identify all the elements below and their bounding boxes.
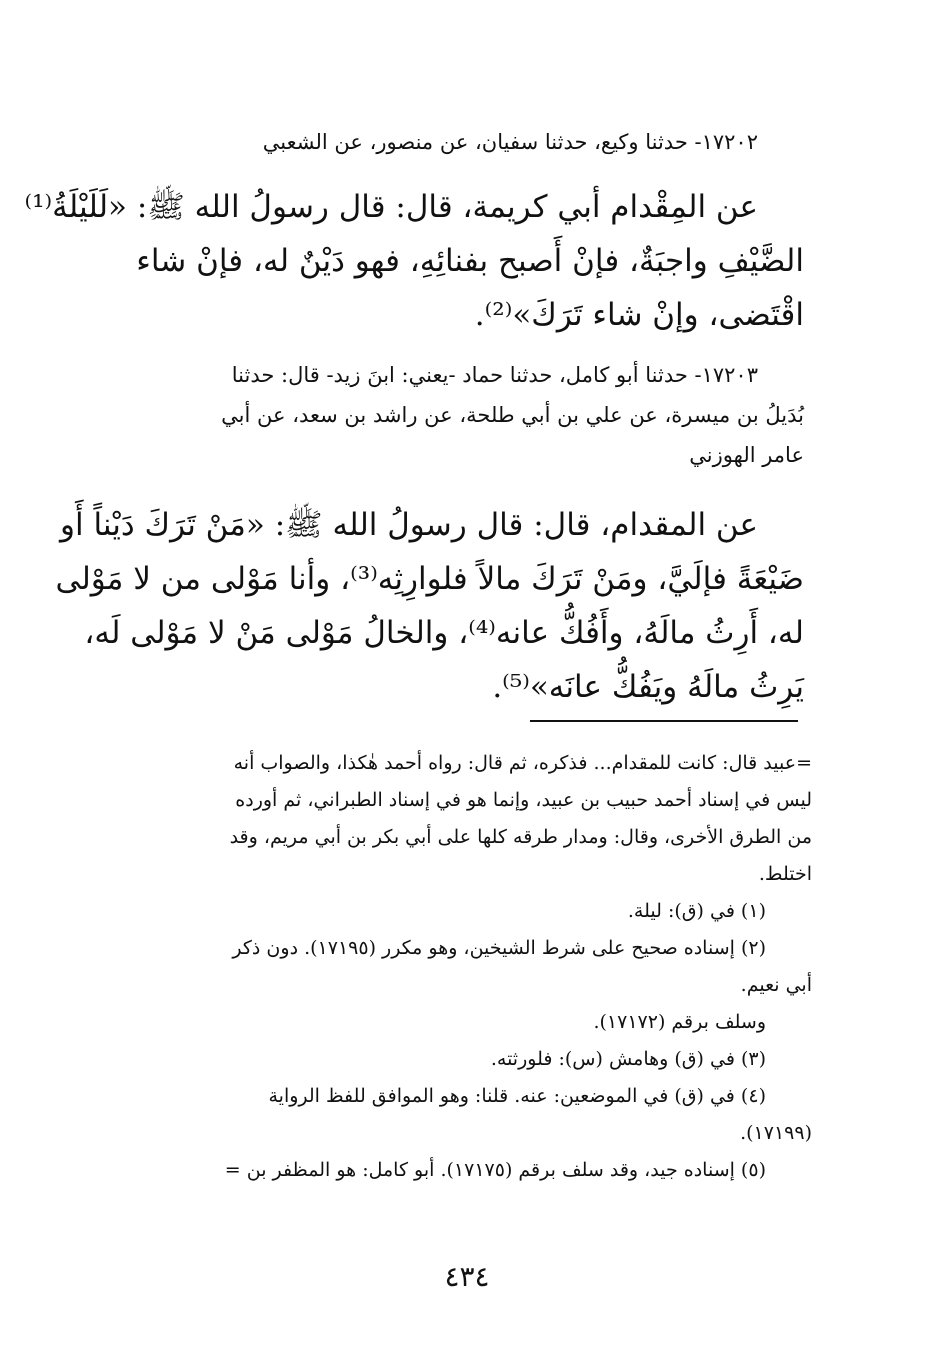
- chain-line: عامر الهوزني: [689, 443, 804, 467]
- hadith-line: اقْتَضى، وإنْ شاء تَرَكَ»⁽²⁾.: [474, 297, 804, 333]
- chain-line: بُدَيلُ بن ميسرة، عن علي بن أبي طلحة، عن راشد بن سعد، عن أبي: [221, 403, 804, 427]
- footnote-line: (٢) إسناده صحيح على شرط الشيخين، وهو مكرر (١٧١٩٥). دون ذكر: [232, 937, 766, 959]
- footnote-line: (٤) في (ق) في الموضعين: عنه. قلنا: وهو الموافق للفظ الرواية: [268, 1085, 766, 1107]
- footnotes: [110, 745, 812, 1189]
- footnote-separator: [530, 720, 798, 722]
- hadith-17202-text: [24, 180, 804, 342]
- hadith-line: يَرِثُ مالَهُ ويَفُكُّ عانَه»⁽⁵⁾.: [492, 669, 804, 705]
- hadith-17203-chain: [96, 355, 804, 475]
- footnote-line: اختلط.: [758, 863, 812, 885]
- hadith-17202-chain: [96, 122, 804, 162]
- hadith-line: عن المِقْدام أبي كريمة، قال: قال رسولُ الله ﷺ: «لَلَيْلَةُ⁽¹⁾: [24, 189, 758, 225]
- footnote-line: من الطرق الأخرى، وقال: ومدار طرقه كلها على أبي بكر بن أبي مريم، وقد: [229, 826, 812, 848]
- hadith-17203-text: [55, 498, 804, 714]
- chain-line: ١٧٢٠٢- حدثنا وكيع، حدثنا سفيان، عن منصور، عن الشعبي: [262, 130, 758, 154]
- page-number: ٤٣٤: [444, 1260, 490, 1293]
- footnote-line: أبي نعيم.: [740, 974, 812, 996]
- hadith-line: ضَيْعَةً فإلَيَّ، ومَنْ تَرَكَ مالاً فلوارِثِه⁽³⁾، وأنا مَوْلى من لا مَوْلى: [55, 561, 804, 597]
- footnote-line: وسلف برقم (١٧١٧٢).: [593, 1011, 766, 1033]
- footnote-line: (٥) إسناده جيد، وقد سلف برقم (١٧١٧٥). أبو كامل: هو المظفر بن =: [224, 1159, 766, 1181]
- chain-line: ١٧٢٠٣- حدثنا أبو كامل، حدثنا حماد -يعني: ابنَ زيد- قال: حدثنا: [231, 363, 758, 387]
- footnote-line: ليس في إسناد أحمد حبيب بن عبيد، وإنما هو في إسناد الطبراني، ثم أورده: [235, 789, 812, 811]
- footnote-line: (٣) في (ق) وهامش (س): فلورثته.: [490, 1048, 766, 1070]
- footnote-line: (١) في (ق): ليلة.: [627, 900, 766, 922]
- footnote-line: (١٧١٩٩).: [740, 1122, 812, 1144]
- footnote-line: =عبيد قال: كانت للمقدام... فذكره، ثم قال: رواه أحمد هٰكذا، والصواب أنه: [233, 752, 812, 774]
- hadith-line: الضَّيْفِ واجبَةٌ، فإنْ أَصبح بفنائِهِ، فهو دَيْنٌ له، فإنْ شاء: [136, 243, 804, 279]
- hadith-line: له، أَرِثُ مالَهُ، وأَفُكُّ عانه⁽⁴⁾، والخالُ مَوْلى مَنْ لا مَوْلى لَه،: [84, 615, 804, 651]
- hadith-line: عن المقدام، قال: قال رسولُ الله ﷺ: «مَنْ تَرَكَ دَيْناً أَو: [60, 507, 758, 543]
